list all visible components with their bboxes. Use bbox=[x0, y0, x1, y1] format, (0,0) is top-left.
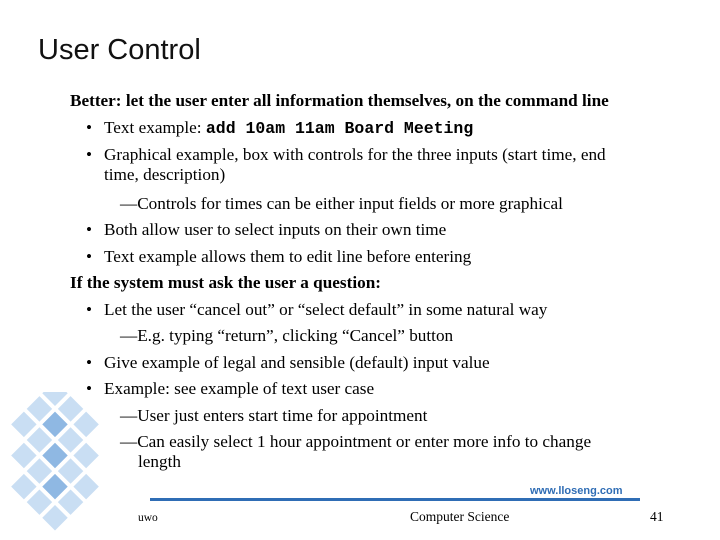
graphical-example-line2: time, description) bbox=[104, 164, 226, 184]
bullet-text-example bbox=[70, 115, 710, 143]
both-allow-text: Both allow user to select inputs on their own time bbox=[104, 220, 447, 239]
text-edit-text: Text example allows them to edit line before entering bbox=[104, 246, 472, 266]
graphical-example-line1: Graphical example, box with controls for the three inputs (start time, end bbox=[104, 145, 606, 164]
footer-center-label: Computer Science bbox=[410, 509, 510, 524]
can-select-note-line1: —Can easily select 1 hour appointment or enter more info to change bbox=[120, 432, 592, 451]
bullet-icon: • bbox=[86, 145, 93, 164]
bullet-icon: • bbox=[86, 352, 93, 372]
decorative-tile-graphic bbox=[0, 392, 150, 540]
can-select-note-line2: length bbox=[138, 451, 181, 471]
controls-note: —Controls for times can be either input fields or more graphical bbox=[120, 193, 563, 213]
example-see-text: Example: see example of text user case bbox=[104, 379, 375, 398]
bullet-icon: • bbox=[86, 117, 93, 137]
bullet-icon: • bbox=[86, 379, 93, 398]
footer-left-label: uwo bbox=[138, 512, 158, 524]
question-heading: If the system must ask the user a question: bbox=[70, 273, 381, 292]
footer-rule bbox=[150, 498, 640, 501]
text-example-prefix: Text example: bbox=[104, 117, 206, 137]
text-example-code: add 10am 11am Board Meeting bbox=[205, 118, 474, 138]
cancel-out-text: Let the user “cancel out” or “select default” in some natural way bbox=[104, 299, 548, 319]
bullet-give-example bbox=[70, 350, 710, 377]
bullet-text-edit bbox=[70, 244, 710, 271]
bullet-icon: • bbox=[86, 220, 93, 239]
bullet-icon: • bbox=[86, 246, 93, 266]
better-heading: Better: let the user enter all information themselves, on the command line bbox=[70, 91, 609, 110]
page-number: 41 bbox=[650, 509, 664, 524]
give-example-text: Give example of legal and sensible (default) input value bbox=[104, 352, 490, 372]
slide-title: User Control bbox=[38, 34, 201, 66]
bullet-both-allow bbox=[70, 217, 710, 244]
bullet-cancel-out bbox=[70, 297, 710, 324]
slide-body bbox=[70, 88, 710, 472]
bullet-icon: • bbox=[86, 299, 93, 319]
bullet-example-see bbox=[70, 376, 710, 403]
footer-brand: www.lloseng.com bbox=[530, 485, 623, 497]
eg-typing-note: —E.g. typing “return”, clicking “Cancel” button bbox=[120, 326, 454, 345]
user-enters-note: —User just enters start time for appointment bbox=[120, 405, 428, 425]
